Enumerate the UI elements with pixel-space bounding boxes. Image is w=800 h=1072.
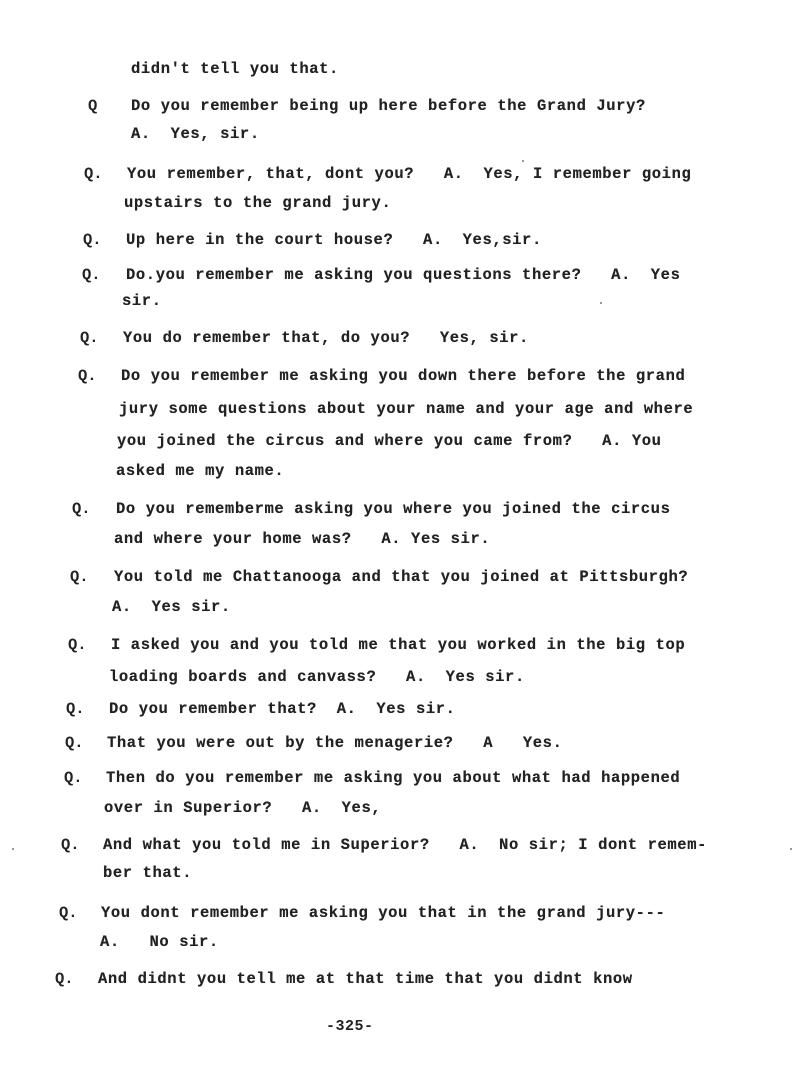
scan-speck bbox=[12, 848, 14, 850]
speaker-label: Q. bbox=[55, 970, 74, 988]
transcript-line: upstairs to the grand jury. bbox=[124, 194, 392, 212]
speaker-label: Q. bbox=[64, 769, 83, 787]
transcript-line: Then do you remember me asking you about what had happened bbox=[106, 769, 681, 787]
transcript-line: You dont remember me asking you that in the grand jury--- bbox=[101, 904, 666, 922]
speaker-label: Q bbox=[88, 97, 98, 115]
transcript-line: Up here in the court house? A. Yes,sir. bbox=[126, 231, 542, 249]
transcript-line: Do you remember me asking you down there before the grand bbox=[121, 367, 686, 385]
transcript-line: jury some questions about your name and your age and where bbox=[119, 400, 694, 418]
transcript-line: I asked you and you told me that you worked in the big top bbox=[111, 636, 686, 654]
speaker-label: Q. bbox=[80, 329, 99, 347]
speaker-label: Q. bbox=[72, 500, 91, 518]
transcript-line: That you were out by the menagerie? A Yes. bbox=[107, 734, 563, 752]
transcript-line: And what you told me in Superior? A. No sir; I dont remem- bbox=[103, 836, 707, 854]
transcript-line: You remember, that, dont you? A. Yes, I remember going bbox=[127, 165, 692, 183]
transcript-line: A. Yes sir. bbox=[112, 598, 231, 616]
speaker-label: Q. bbox=[66, 700, 85, 718]
speaker-label: Q. bbox=[59, 904, 78, 922]
page-number: -325- bbox=[326, 1018, 374, 1035]
speaker-label: Q. bbox=[70, 568, 89, 586]
speaker-label: Q. bbox=[78, 367, 97, 385]
transcript-line: sir. bbox=[122, 292, 162, 310]
scan-speck bbox=[790, 848, 792, 850]
speaker-label: Q. bbox=[82, 266, 101, 284]
transcript-line: loading boards and canvass? A. Yes sir. bbox=[109, 668, 525, 686]
transcript-line: and where your home was? A. Yes sir. bbox=[114, 530, 491, 548]
speaker-label: Q. bbox=[83, 231, 102, 249]
transcript-line: over in Superior? A. Yes, bbox=[104, 799, 382, 817]
transcript-line: Do.you remember me asking you questions there? A. Yes bbox=[126, 266, 681, 284]
speaker-label: Q. bbox=[65, 734, 84, 752]
transcript-line: You do remember that, do you? Yes, sir. bbox=[123, 329, 529, 347]
transcript-line: asked me my name. bbox=[116, 462, 285, 480]
transcript-line: didn't tell you that. bbox=[131, 60, 339, 78]
transcript-line: And didnt you tell me at that time that you didnt know bbox=[98, 970, 633, 988]
speaker-label: Q. bbox=[84, 165, 103, 183]
speaker-label: Q. bbox=[61, 836, 80, 854]
transcript-line: Do you remember that? A. Yes sir. bbox=[109, 700, 456, 718]
transcript-line: A. Yes, sir. bbox=[131, 125, 260, 143]
scan-speck bbox=[522, 160, 524, 162]
speaker-label: Q. bbox=[68, 636, 87, 654]
transcript-line: A. No sir. bbox=[100, 933, 219, 951]
scan-speck bbox=[600, 302, 602, 304]
transcript-line: you joined the circus and where you came from? A. You bbox=[117, 432, 662, 450]
transcript-line: ber that. bbox=[103, 864, 193, 882]
transcript-line: Do you rememberme asking you where you joined the circus bbox=[116, 500, 671, 518]
transcript-line: Do you remember being up here before the Grand Jury? bbox=[131, 97, 646, 115]
transcript-line: You told me Chattanooga and that you joined at Pittsburgh? bbox=[114, 568, 689, 586]
